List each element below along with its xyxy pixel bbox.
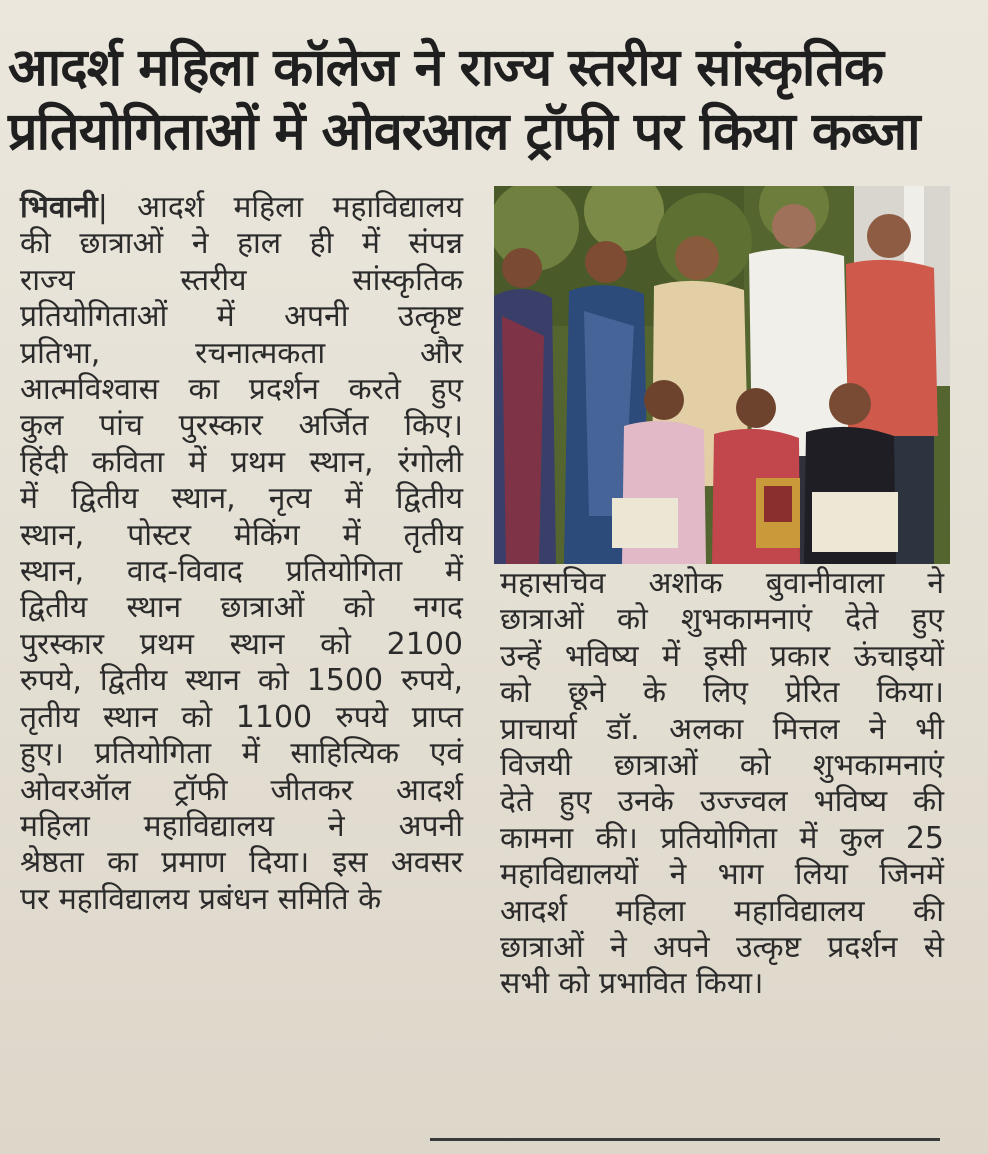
headline-line-2: प्रतियोगिताओं में ओवरआल ट्रॉफी पर किया कब्जा (8, 102, 920, 162)
article-line (20, 190, 463, 226)
article-line: प्राचार्या डॉ. अलका मित्तल ने भी (500, 711, 944, 747)
article-column-left (20, 190, 463, 918)
bottom-rule (430, 1138, 940, 1141)
article-line: स्थान, पोस्टर मेकिंग में तृतीय (20, 517, 463, 553)
article-line: हिंदी कविता में प्रथम स्थान, रंगोली (20, 444, 463, 480)
article-line: रुपये, द्वितीय स्थान को 1500 रुपये, (20, 663, 463, 699)
article-line: श्रेष्ठता का प्रमाण दिया। इस अवसर (20, 845, 463, 881)
article-line: ओवरऑल ट्रॉफी जीतकर आदर्श (20, 772, 463, 808)
article-line: विजयी छात्राओं को शुभकामनाएं (500, 748, 944, 784)
article-line: को छूने के लिए प्रेरित किया। (500, 675, 944, 711)
article-line: द्वितीय स्थान छात्राओं को नगद (20, 590, 463, 626)
headline (8, 36, 983, 164)
dateline-separator: | (97, 190, 138, 225)
headline-line-1: आदर्श महिला कॉलेज ने राज्य स्तरीय सांस्कृतिक (8, 38, 883, 98)
dateline: भिवानी (20, 190, 98, 225)
article-line: स्थान, वाद-विवाद प्रतियोगिता में (20, 554, 463, 590)
article-line: पर महाविद्यालय प्रबंधन समिति के (20, 881, 382, 917)
article-line: कामना की। प्रतियोगिता में कुल 25 (500, 820, 944, 856)
article-line-text: आदर्श महिला महाविद्यालय (137, 190, 463, 225)
group-photo-illustration (494, 186, 950, 564)
article-line: की छात्राओं ने हाल ही में संपन्न (20, 226, 463, 262)
article-line: प्रतिभा, रचनात्मकता और (20, 335, 463, 371)
article-line: में द्वितीय स्थान, नृत्य में द्वितीय (20, 481, 463, 517)
article-line: प्रतियोगिताओं में अपनी उत्कृष्ट (20, 299, 463, 335)
article-line: आदर्श महिला महाविद्यालय की (500, 893, 944, 929)
cropped-previous-article-strip (0, 0, 988, 32)
article-line: तृतीय स्थान को 1100 रुपये प्राप्त (20, 699, 463, 735)
article-line: उन्हें भविष्य में इसी प्रकार ऊंचाइयों (500, 638, 944, 674)
article-line: महाविद्यालयों ने भाग लिया जिनमें (500, 857, 944, 893)
article-line: आत्मविश्वास का प्रदर्शन करते हुए (20, 372, 463, 408)
article-line: छात्राओं को शुभकामनाएं देते हुए (500, 602, 944, 638)
article-line: हुए। प्रतियोगिता में साहित्यिक एवं (20, 736, 463, 772)
article-line: कुल पांच पुरस्कार अर्जित किए। (20, 408, 463, 444)
article-line: पुरस्कार प्रथम स्थान को 2100 (20, 626, 463, 662)
article-line: छात्राओं ने अपने उत्कृष्ट प्रदर्शन से (500, 930, 944, 966)
article-line: महिला महाविद्यालय ने अपनी (20, 808, 463, 844)
article-line: सभी को प्रभावित किया। (500, 966, 764, 1002)
news-photo (494, 186, 950, 564)
article-column-right (500, 566, 944, 1003)
article-line: राज्य स्तरीय सांस्कृतिक (20, 262, 463, 298)
article-line: महासचिव अशोक बुवानीवाला ने (500, 566, 944, 601)
article-line: देते हुए उनके उज्ज्वल भविष्य की (500, 784, 944, 820)
